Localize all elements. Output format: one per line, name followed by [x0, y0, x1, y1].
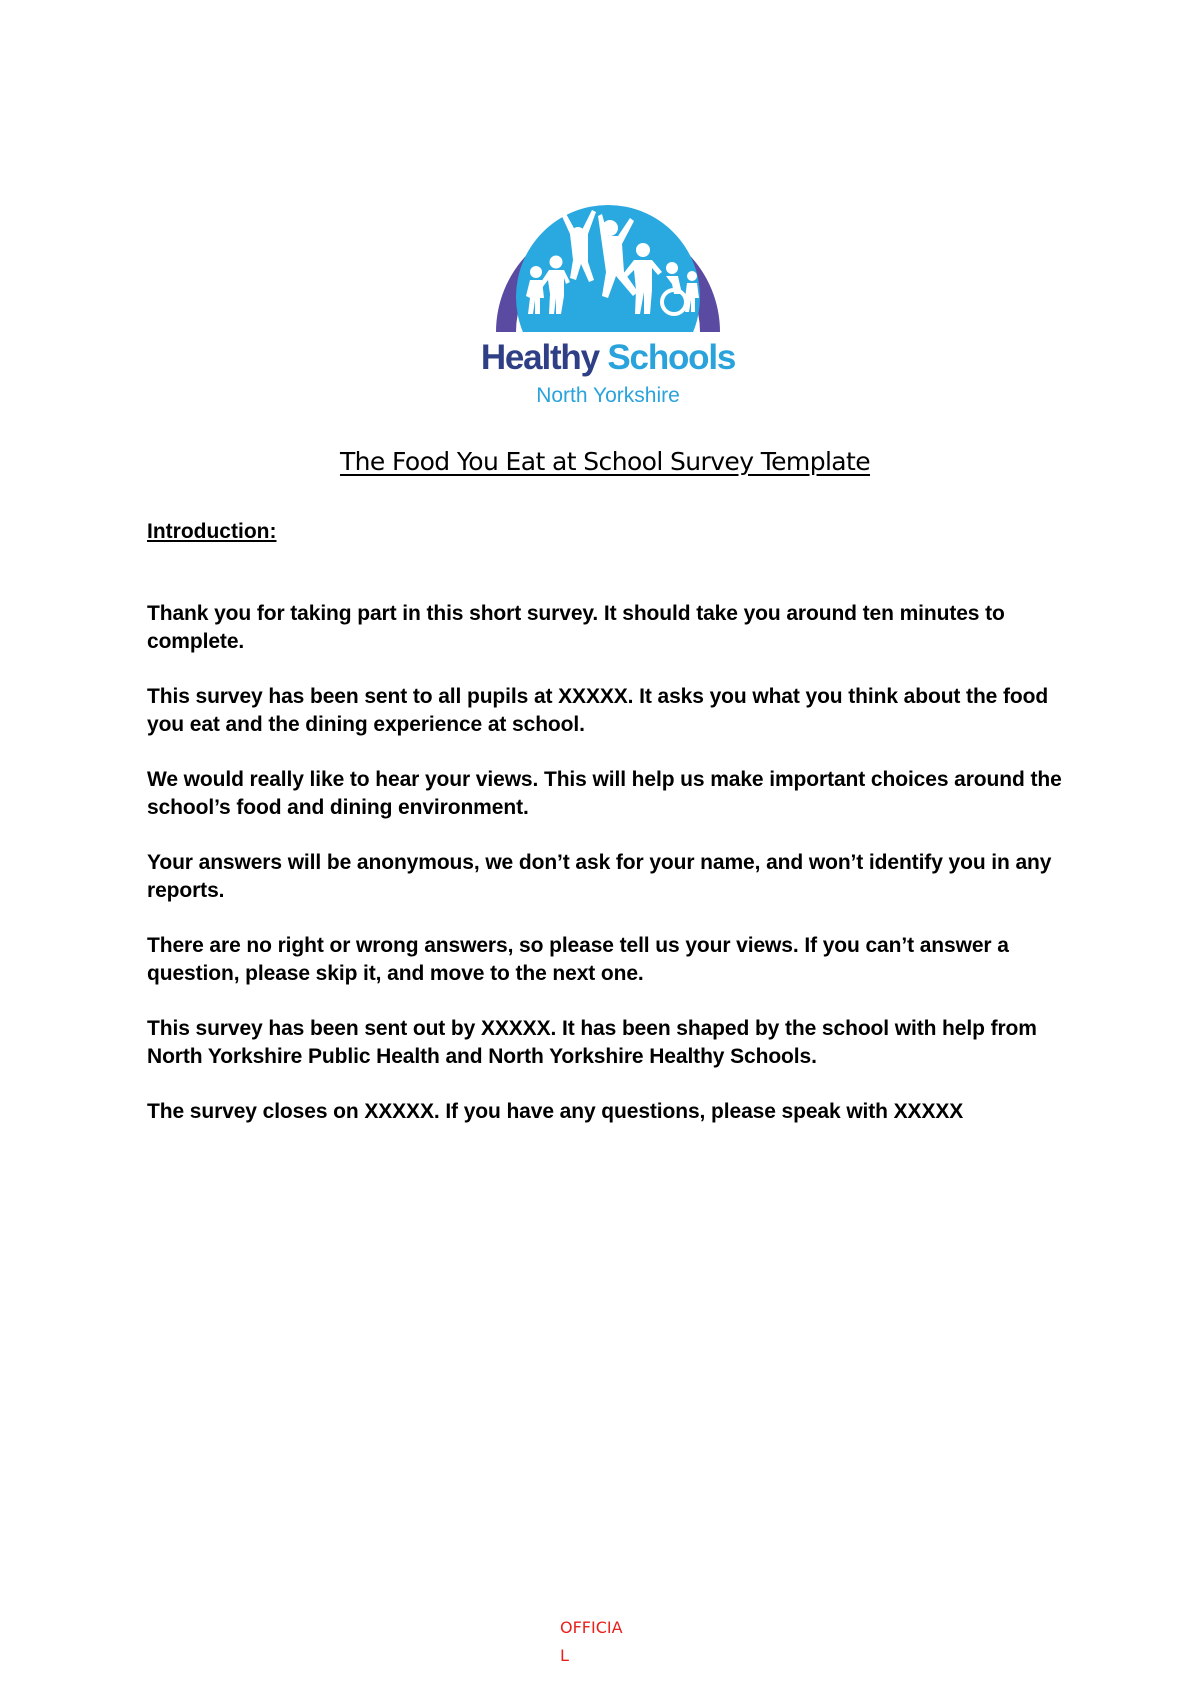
introduction-heading: Introduction: [147, 520, 277, 543]
logo-emblem-icon [478, 172, 738, 337]
document-title: The Food You Eat at School Survey Template [339, 447, 871, 476]
paragraph-2: This survey has been sent to all pupils at XXXXX. It asks you what you think about the food you eat and the dining experience at school. [147, 685, 1049, 736]
classification-marking [560, 1614, 640, 1670]
paragraph-6: This survey has been sent out by XXXXX. It has been shaped by the school with help from North Yorkshire Public Health and North Yorkshire Healthy Schools. [147, 1017, 1037, 1068]
logo-word-schools: Schools [607, 338, 736, 377]
paragraph-4: Your answers will be anonymous, we don’t ask for your name, and won’t identify you in any reports. [147, 851, 1052, 902]
paragraph-1: Thank you for taking part in this short survey. It should take you around ten minutes to complete. [147, 602, 1005, 653]
logo-word-healthy: Healthy [480, 338, 599, 377]
paragraph-3: We would really like to hear your views. This will help us make important choices around the school’s food and dining environment. [147, 768, 1062, 819]
classification-line-1: OFFICIA [560, 1618, 623, 1637]
classification-line-2: L [560, 1646, 569, 1665]
paragraph-5: There are no right or wrong answers, so please tell us your views. If you can’t answer a question, please skip it, and move to the next one. [147, 934, 1009, 985]
logo-wordmark [478, 338, 738, 378]
introduction-body [147, 600, 1067, 1153]
paragraph-7: The survey closes on XXXXX. If you have any questions, please speak with XXXXX [147, 1100, 964, 1123]
healthy-schools-logo [478, 172, 738, 422]
logo-subtitle: North Yorkshire [536, 384, 680, 407]
